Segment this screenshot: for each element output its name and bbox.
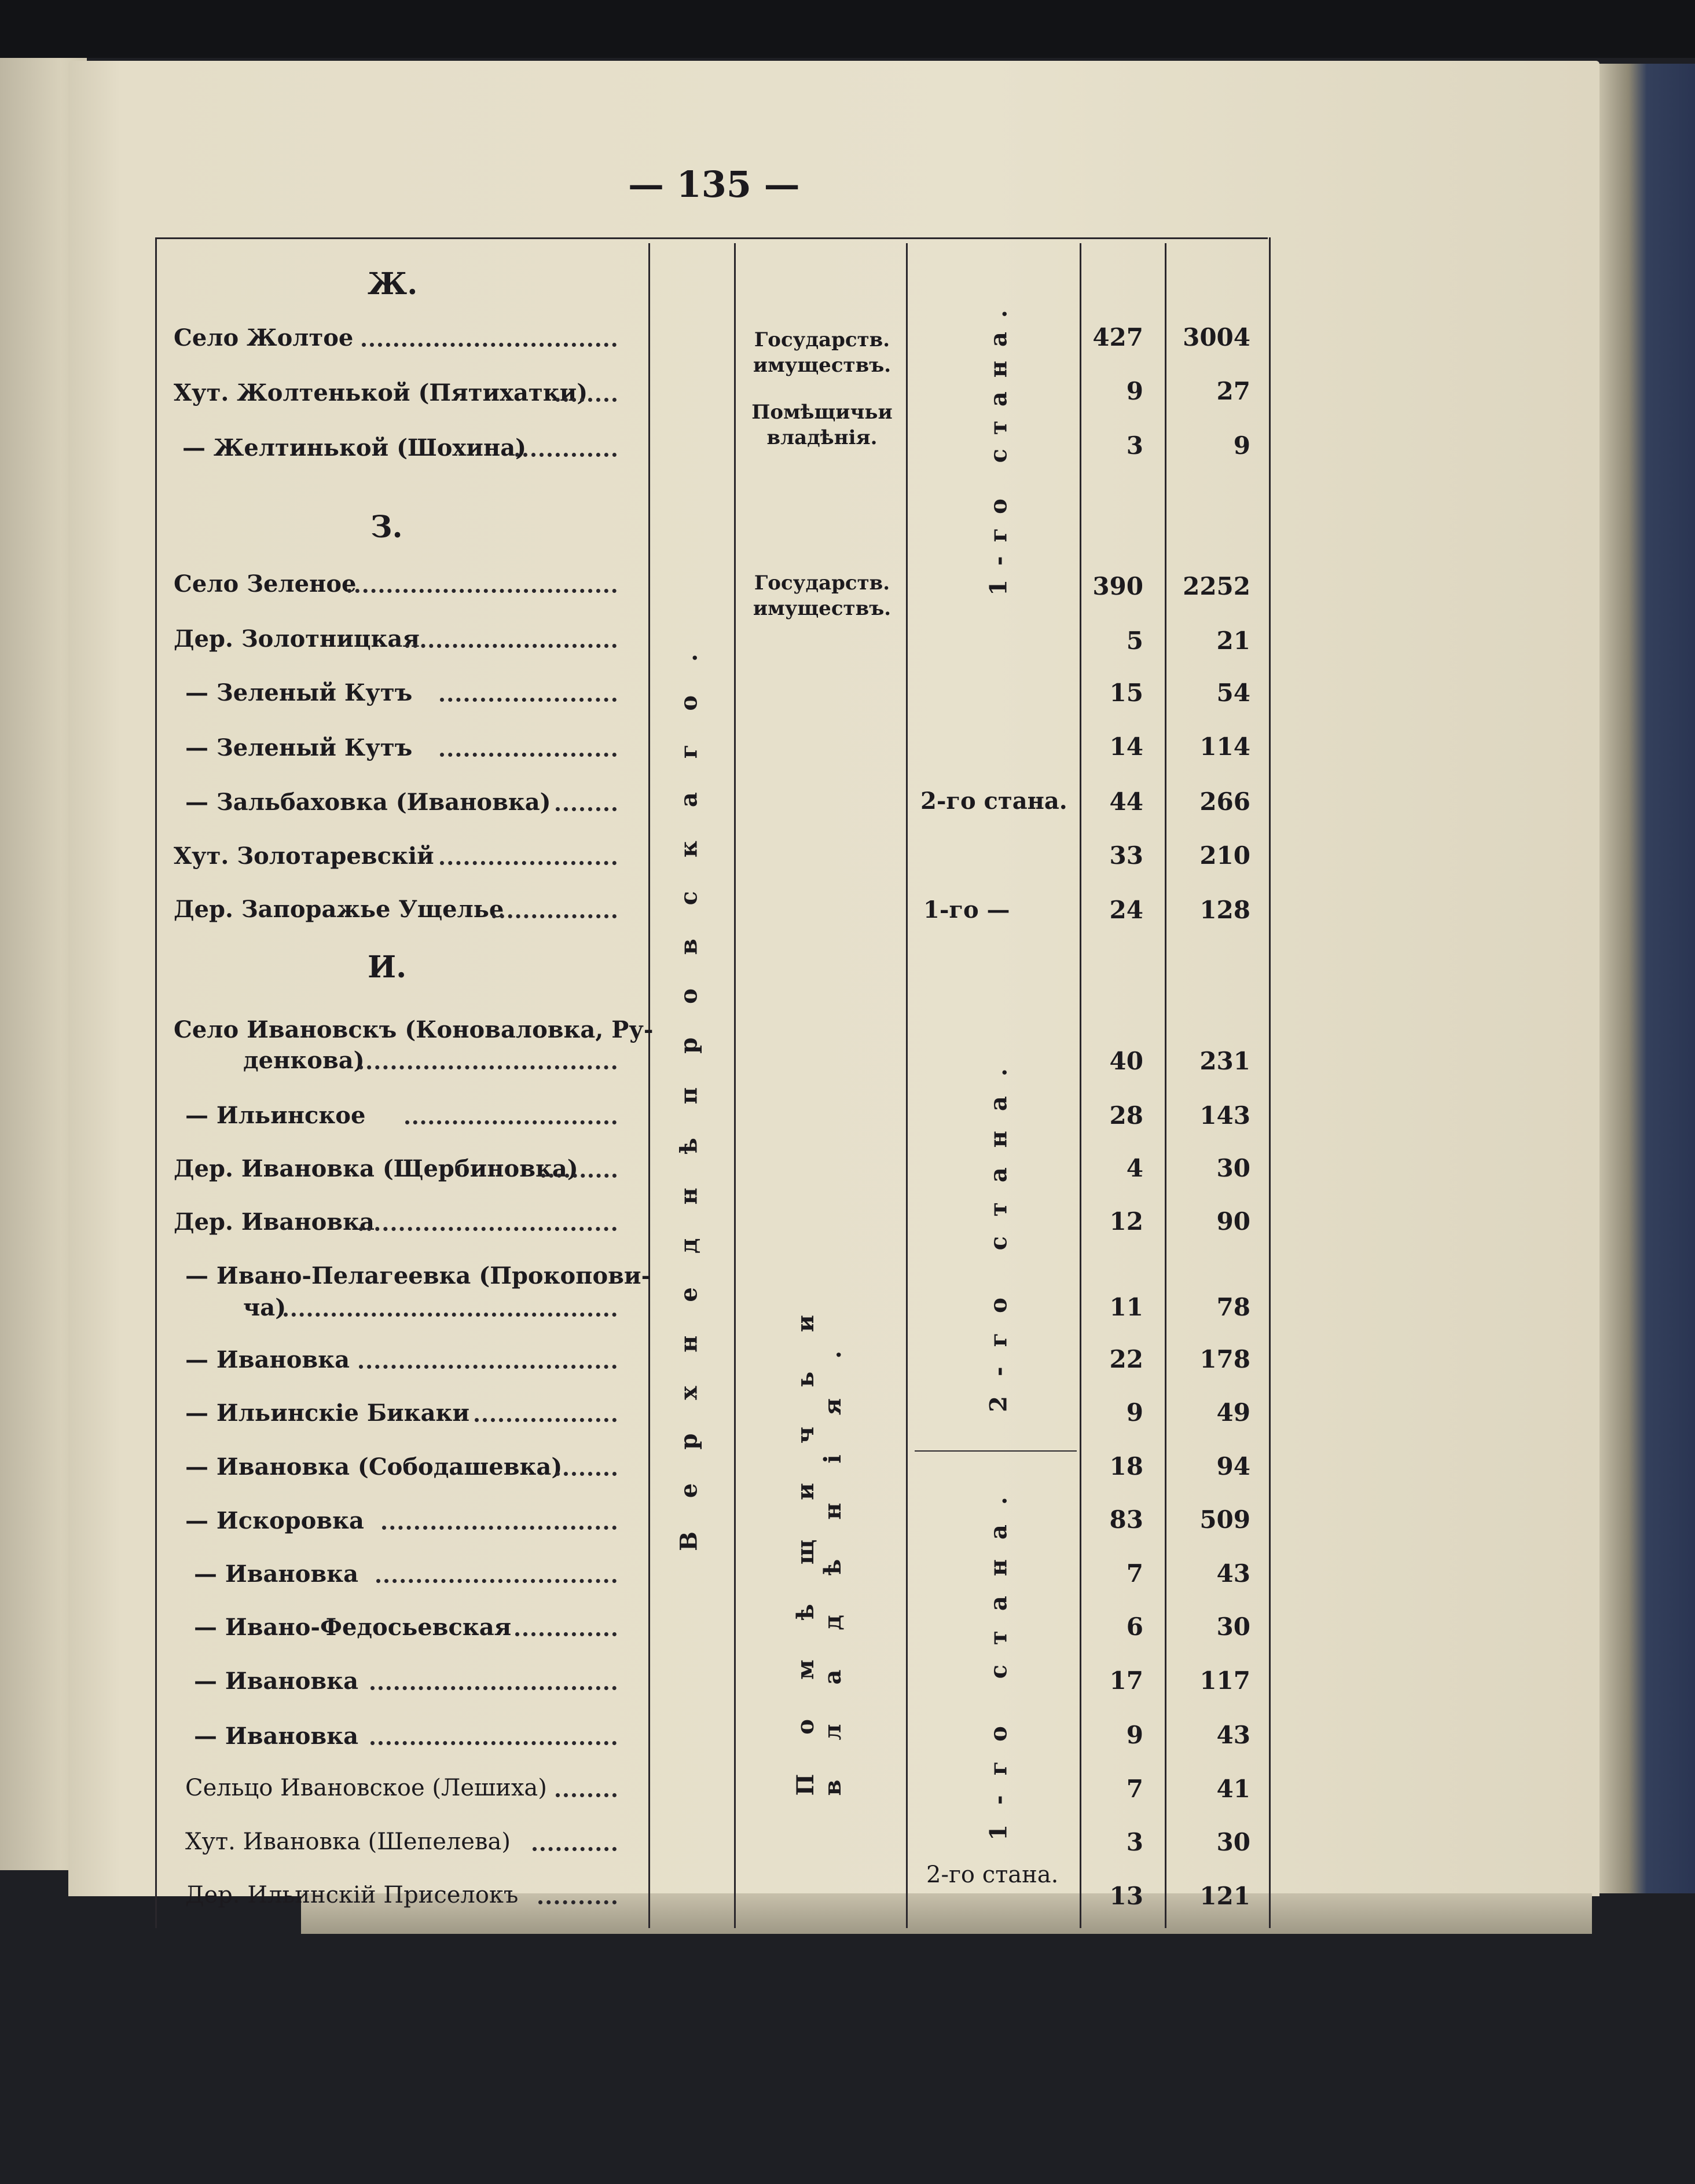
row-souls: 54 [1216, 679, 1250, 707]
ownership-label: Государств. [754, 571, 890, 595]
row-households: 15 [1109, 679, 1143, 707]
ownership-label: имуществъ. [753, 354, 891, 377]
row-souls: 121 [1199, 1882, 1250, 1910]
row-households: 7 [1126, 1775, 1143, 1803]
ownership-state-2 [741, 570, 903, 621]
row-souls: 49 [1216, 1398, 1250, 1427]
row-souls: 43 [1216, 1721, 1250, 1749]
leader-dots [405, 1120, 617, 1124]
stan-label: 1-го — [923, 896, 1010, 924]
leader-dots [440, 698, 617, 702]
row-name: — Зеленый Кутъ [185, 734, 413, 761]
leader-dots [382, 1526, 617, 1530]
row-souls: 30 [1216, 1828, 1250, 1856]
row-name: — Ивановка [194, 1560, 358, 1588]
row-households: 18 [1109, 1452, 1143, 1481]
leader-dots [370, 1741, 617, 1745]
row-households: 3 [1126, 1828, 1143, 1856]
row-souls: 178 [1199, 1345, 1250, 1373]
row-souls: 143 [1199, 1101, 1250, 1130]
row-souls: 9 [1233, 431, 1250, 460]
row-households: 390 [1092, 572, 1143, 600]
row-households: 14 [1109, 732, 1143, 761]
row-souls: 128 [1199, 896, 1250, 924]
row-households: 9 [1126, 377, 1143, 405]
row-souls: 30 [1216, 1154, 1250, 1182]
row-souls: 3004 [1183, 323, 1250, 351]
row-souls: 117 [1199, 1666, 1250, 1695]
row-souls: 509 [1199, 1505, 1250, 1534]
leader-dots [359, 1065, 617, 1069]
ownership-label: имуществъ. [753, 597, 891, 620]
section-letter-zh: Ж. [368, 266, 418, 302]
row-households: 3 [1126, 431, 1143, 460]
row-souls: 43 [1216, 1559, 1250, 1588]
row-households: 22 [1109, 1345, 1143, 1373]
scan-background [0, 0, 1695, 58]
row-households: 83 [1109, 1505, 1143, 1534]
row-name: Хут. Ивановка (Шепелева) [185, 1828, 511, 1855]
leader-dots [556, 807, 617, 811]
ownership-label: владѣнія. [766, 426, 878, 449]
row-souls: 2252 [1183, 572, 1250, 600]
row-name: Хут. Золотаревскій [174, 842, 434, 870]
row-households: 44 [1109, 787, 1143, 816]
page-number: — 135 — [628, 163, 800, 206]
leader-dots [370, 1686, 617, 1690]
stan-vertical-label: 2-го стана. [985, 1049, 1012, 1412]
row-name: Село Зеленое [174, 570, 357, 598]
table-right-rule [1269, 237, 1271, 1928]
section-letter-i: И. [368, 950, 407, 985]
ownership-label: Помѣщичьи [751, 401, 893, 424]
row-name: Село Ивановскъ (Коноваловка, Ру- [174, 1016, 654, 1043]
row-households: 7 [1126, 1559, 1143, 1588]
section-letter-z: З. [370, 510, 403, 545]
row-souls: 231 [1199, 1047, 1250, 1075]
row-souls: 21 [1216, 626, 1250, 655]
row-name: Дер. Золотницкая [174, 625, 420, 653]
row-name: Сельцо Ивановское (Лешиха) [185, 1775, 547, 1801]
row-households: 17 [1109, 1666, 1143, 1695]
row-households: 4 [1126, 1154, 1143, 1182]
row-souls: 41 [1216, 1775, 1250, 1803]
column-rule-2 [734, 243, 736, 1928]
ownership-state-1 [741, 327, 903, 378]
leader-dots [405, 644, 617, 648]
row-souls: 114 [1199, 732, 1250, 761]
row-name: — Зеленый Кутъ [185, 679, 413, 706]
uezd-vertical-label: Верхнеднѣпровскаго. [675, 620, 703, 1551]
ownership-vertical-label: Помѣщичьи владѣнія. [792, 1276, 846, 1796]
row-name: — Искоровка [185, 1507, 364, 1534]
stan-label: 2-го стана. [920, 787, 1067, 815]
row-name-continued: денкова) [243, 1047, 365, 1074]
row-name: — Ильинскіе Бикаки [185, 1399, 470, 1427]
leader-dots [359, 1365, 617, 1369]
stan-vertical-label: 1-го стана. [985, 296, 1012, 596]
leader-dots [541, 1174, 617, 1178]
column-rule-1 [648, 243, 650, 1928]
row-households: 33 [1109, 841, 1143, 870]
row-name: — Зальбаховка (Ивановка) [185, 789, 551, 816]
row-name: — Желтинькой (Шохина) [182, 434, 527, 461]
leader-dots [347, 589, 617, 593]
row-name: — Ивано-Пелагеевка (Прокопови- [185, 1262, 651, 1289]
leader-dots [533, 1847, 617, 1851]
leader-dots [359, 1227, 617, 1231]
ownership-label: Государств. [754, 328, 890, 351]
row-households: 24 [1109, 896, 1143, 924]
row-households: 12 [1109, 1207, 1143, 1236]
leader-dots [556, 398, 617, 402]
row-households: 9 [1126, 1398, 1143, 1427]
row-households: 5 [1126, 626, 1143, 655]
table-left-rule [155, 237, 157, 1928]
stan-vertical-label: 1-го стана. [985, 1477, 1012, 1841]
leader-dots [440, 861, 617, 865]
leader-dots [515, 453, 617, 457]
row-souls: 266 [1199, 787, 1250, 816]
row-name: Дер. Запоражье Ущелье [174, 896, 504, 923]
row-name: — Ивановка [194, 1723, 358, 1750]
column-rule-5 [1165, 243, 1166, 1928]
row-households: 13 [1109, 1882, 1143, 1910]
row-souls: 30 [1216, 1613, 1250, 1641]
row-households: 40 [1109, 1047, 1143, 1075]
row-name: — Ивановка (Сободашевка) [185, 1453, 563, 1481]
row-households: 427 [1092, 323, 1143, 351]
row-name: Дер. Ивановка [174, 1208, 375, 1236]
leader-dots [492, 914, 617, 918]
column-rule-3 [906, 243, 908, 1928]
row-souls: 94 [1216, 1452, 1250, 1481]
table-top-rule [156, 237, 1268, 239]
row-name: — Ильинское [185, 1102, 366, 1129]
row-name: — Ивано-Федосьевская [194, 1614, 512, 1641]
leader-dots [515, 1632, 617, 1636]
leader-dots [284, 1313, 617, 1317]
leader-dots [556, 1793, 617, 1797]
ownership-landlord [741, 400, 903, 450]
row-households: 6 [1126, 1613, 1143, 1641]
row-households: 11 [1109, 1293, 1143, 1321]
leader-dots [538, 1900, 617, 1904]
row-name: Хут. Жолтенькой (Пятихатки) [174, 379, 588, 406]
row-souls: 78 [1216, 1293, 1250, 1321]
row-name: Село Жолтое [174, 324, 354, 351]
row-souls: 210 [1199, 841, 1250, 870]
row-name: Дер. Ильинскій Приселокъ [185, 1882, 519, 1908]
row-name-continued: ча) [243, 1294, 287, 1321]
row-households: 28 [1109, 1101, 1143, 1130]
leader-dots [362, 343, 617, 347]
leader-dots [475, 1418, 617, 1422]
row-households: 9 [1126, 1721, 1143, 1749]
leader-dots [440, 753, 617, 757]
row-souls: 90 [1216, 1207, 1250, 1236]
leader-dots [376, 1579, 617, 1583]
row-name: — Ивановка [185, 1346, 350, 1373]
row-name: Дер. Ивановка (Щербиновка) [174, 1155, 578, 1182]
leader-dots [556, 1472, 617, 1476]
row-name: — Ивановка [194, 1668, 358, 1695]
stan-label: 2-го стана. [926, 1861, 1059, 1888]
stan-divider [915, 1450, 1077, 1452]
row-souls: 27 [1216, 377, 1250, 405]
